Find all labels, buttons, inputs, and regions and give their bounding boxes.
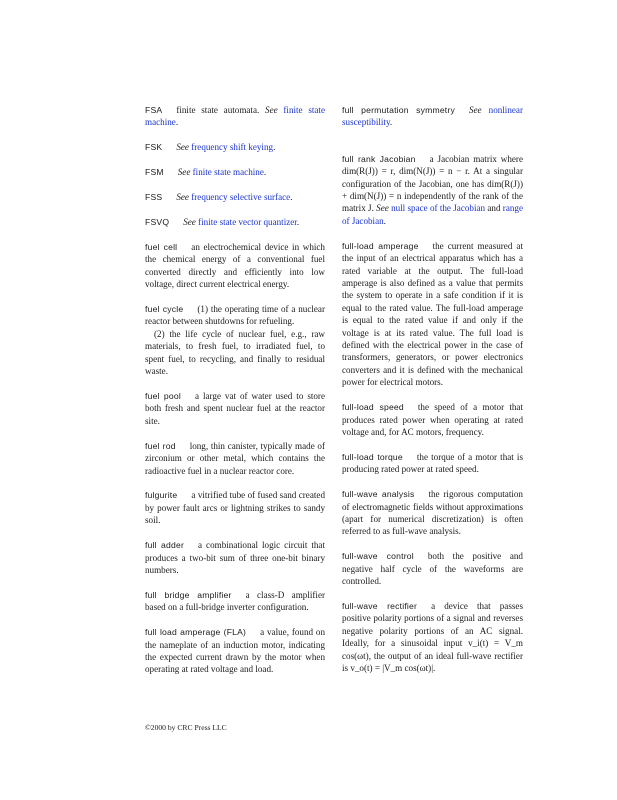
punctuation: .	[263, 167, 267, 178]
entry-definition: a vitrified tube of fused sand created by power fault arcs or lightning strikes to sandy soil.	[145, 490, 325, 526]
entry-term: full load amperage (FLA)	[145, 627, 247, 638]
see-label: See	[183, 217, 196, 228]
cross-reference-link[interactable]: finite state machine	[145, 105, 325, 128]
right-column	[342, 104, 523, 687]
entry-definition: long, thin canister, typically made of zirconium or other metal, which contains the radioactive fuel in a nuclear reactor core.	[145, 440, 325, 476]
entry-definition: a Jacobian matrix where dim(R(J)) = r, dim(N(J)) = n − r. At a singular configuration of the Jacobian, one has dim(R(J)) + dim(N(J)) = n independently of the rank of the matrix J.	[342, 153, 523, 214]
cross-reference-link[interactable]: finite state machine	[192, 167, 264, 178]
entry-full-load-torque	[342, 451, 523, 476]
entry-fuel-pool	[145, 390, 325, 427]
punctuation: .	[290, 192, 293, 203]
entry-fsa	[145, 104, 325, 129]
entry-full-wave-control	[342, 550, 523, 587]
entry-term: full-load torque	[342, 451, 403, 462]
entry-term: full-wave rectifier	[342, 601, 418, 611]
entry-term: full-wave control	[342, 551, 414, 562]
entry-full-rank-jacobian	[342, 153, 523, 227]
cross-reference-link[interactable]: frequency selective surface	[191, 192, 291, 203]
entry-definition: a combinational logic circuit that produces a two-bit sum of three one-bit binary numbers.	[145, 540, 325, 575]
entry-definition: finite state automata.	[176, 105, 260, 115]
entry-term: full-wave analysis	[342, 489, 415, 500]
punctuation: .	[273, 142, 276, 153]
entry-full-load-amperage	[342, 240, 523, 389]
punctuation: .	[389, 117, 393, 128]
entry-full-adder	[145, 539, 325, 576]
entry-fuel-cell	[145, 241, 325, 291]
entry-term: fuel pool	[145, 391, 181, 401]
see-label: See	[176, 192, 189, 203]
conjunction: and	[487, 203, 501, 214]
entry-term: FSS	[145, 192, 163, 203]
entry-fulgurite	[145, 489, 325, 526]
entry-term: FSVQ	[145, 217, 170, 228]
entry-term: full adder	[145, 540, 185, 551]
copyright-footer: ©2000 by CRC Press LLC	[145, 723, 227, 732]
entry-term: fulgurite	[145, 490, 178, 501]
entry-definition: a value, found on the nameplate of an induction motor, indicating the expected current drawn by the motor when operating at rated voltage and load.	[145, 627, 325, 675]
entry-term: full permutation symmetry	[342, 105, 455, 115]
entry-fuel-rod	[145, 440, 325, 477]
entry-definition: both the positive and negative half cycle of the waveforms are controlled.	[342, 551, 523, 587]
entry-term: fuel rod	[145, 440, 176, 451]
cross-reference-link[interactable]: frequency shift keying	[191, 142, 274, 153]
entry-definition: a large vat of water used to store both fresh and spent nuclear fuel at the reactor site.	[145, 391, 326, 426]
entry-definition: a device that passes positive polarity portions of a signal and reverses negative polarity portions of an AC signal. Ideally, for a sinusoidal input v_i(t) = V_m cos(ωt), the output of an ideal full-wave rectifier is v_o(t) = |V_m cos(ωt)|.	[342, 601, 523, 674]
entry-full-bridge-amplifier	[145, 589, 325, 614]
punctuation: .	[296, 217, 300, 228]
see-label: See	[176, 142, 189, 153]
cross-reference-link[interactable]: finite state vector quantizer	[198, 217, 297, 228]
entry-definition: the current measured at the input of an electrical apparatus which has a rated variable at the output. The full-load amperage is also defined as a value that permits the system to operate in a safe condition if it is equal to the rated value. The full-load amperage is equal to the rated value if and only if the voltage is at its rated value. The full load is defined with the electrical power in the case of transformers, generators, or power electronics converters and it is defined with the mechanical power for electrical motors.	[342, 240, 523, 388]
see-label: See	[265, 105, 278, 115]
entry-term: fuel cell	[145, 241, 178, 252]
entry-term: full rank Jacobian	[342, 153, 416, 164]
cross-reference-link[interactable]: null space of the Jacobian	[391, 203, 486, 214]
cross-reference-link[interactable]: range of Jacobian	[342, 203, 523, 226]
punctuation: .	[383, 215, 386, 226]
entry-term: full bridge amplifier	[145, 589, 232, 600]
entry-fsvq	[145, 216, 325, 228]
entry-full-load-amperage-fla	[145, 626, 325, 676]
entry-definition: (1) the operating time of a nuclear reactor between shutdowns for refueling.	[145, 304, 325, 327]
entry-term: full-load speed	[342, 402, 404, 413]
see-label: See	[468, 105, 482, 115]
entry-full-permutation-symmetry	[342, 104, 523, 129]
entry-full-wave-rectifier	[342, 600, 523, 674]
left-column	[145, 104, 325, 688]
entry-term: FSA	[145, 105, 163, 115]
entry-term: full-load amperage	[342, 240, 419, 251]
entry-definition: the torque of a motor that is producing rated power at rated speed.	[342, 451, 523, 475]
entry-full-wave-analysis	[342, 488, 523, 538]
entry-definition-2: (2) the life cycle of nuclear fuel, e.g., raw materials, to fresh fuel, to irradiated fuel, to spent fuel, to recycling, and finally to residual waste.	[145, 328, 325, 377]
entry-definition: the rigorous computation of electromagnetic fields without approximations (apart for numerical discretization) is often referred to as full-wave analysis.	[342, 489, 523, 537]
entry-definition: an electrochemical device in which the chemical energy of a conventional fuel converted directly and efficiently into low voltage, direct current electrical energy.	[145, 241, 325, 290]
entry-term: fuel cycle	[145, 304, 184, 315]
punctuation: .	[175, 117, 179, 128]
entry-fsk	[145, 141, 325, 153]
entry-term: FSK	[145, 142, 163, 153]
entry-fsm	[145, 166, 325, 178]
entry-definition: a class-D amplifier based on a full-bridge inverter configuration.	[145, 589, 326, 613]
entry-fss	[145, 191, 325, 203]
entry-full-load-speed	[342, 401, 523, 438]
see-label: See	[376, 203, 389, 214]
entry-term: FSM	[145, 167, 164, 178]
entry-definition: the speed of a motor that produces rated power when operating at rated voltage and, for AC motors, frequency.	[342, 402, 523, 437]
see-label: See	[177, 167, 191, 178]
entry-fuel-cycle	[145, 303, 325, 377]
cross-reference-link[interactable]: nonlinear susceptibility	[342, 105, 523, 128]
